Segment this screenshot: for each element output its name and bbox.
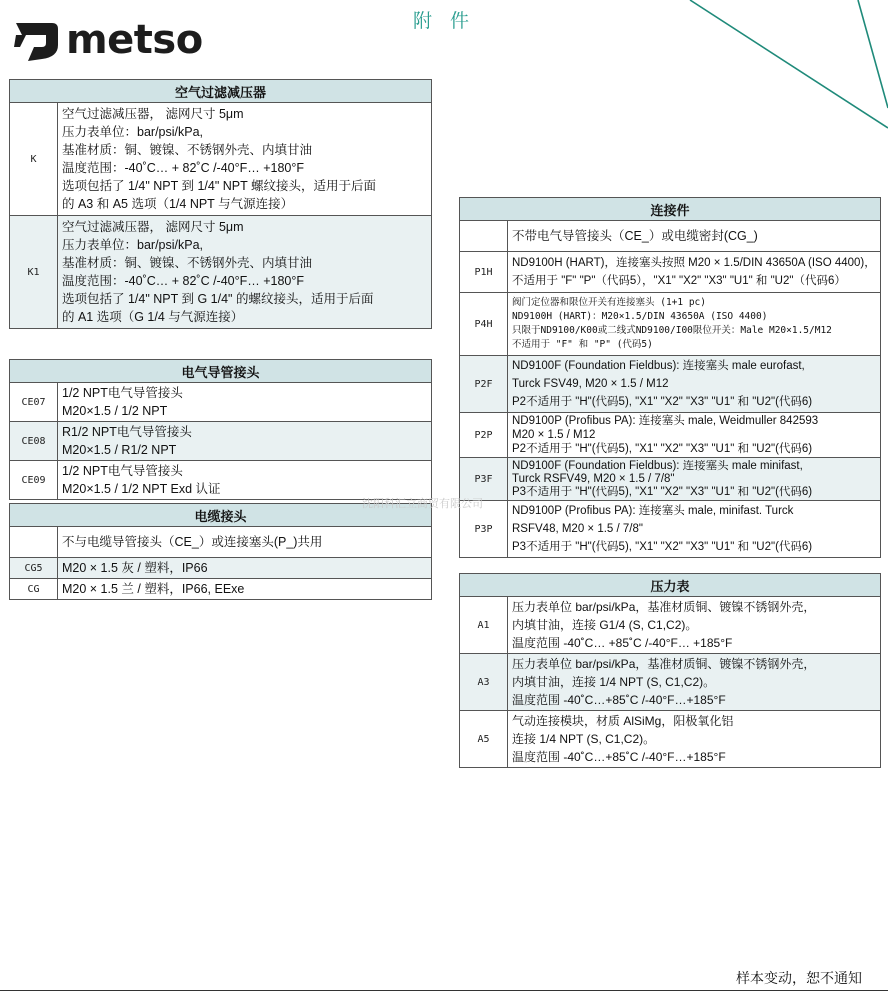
description-line: R1/2 NPT电气导管接头 xyxy=(62,425,192,439)
description-line: 空气过滤减压器， 滤网尺寸 5μm xyxy=(62,220,244,234)
option-description xyxy=(508,597,881,654)
description-line: 温度范围：-40˚C… + 82˚C /-40°F… +180°F xyxy=(62,161,305,175)
description-line: 1/2 NPT电气导管接头 xyxy=(62,464,183,478)
description-line: 温度范围：-40˚C… + 82˚C /-40°F… +180°F xyxy=(62,274,305,288)
description-line: 压力表单位：bar/psi/kPa, xyxy=(62,125,204,139)
connector-title: 连接件 xyxy=(460,198,881,221)
option-code: P1H xyxy=(460,252,508,293)
description-line: ND9100P (Profibus PA): 连接塞头 male, minifast. Turck xyxy=(512,505,794,517)
table-row xyxy=(460,501,881,558)
option-description xyxy=(508,458,881,501)
footer-note: 样本变动，恕不通知 xyxy=(736,971,862,987)
description-line: 阀门定位器和限位开关有连接塞头 (1+1 pc) xyxy=(512,297,706,308)
description-line: 不适用于 "F" 和 "P" (代码5) xyxy=(512,339,653,350)
option-description xyxy=(58,216,432,329)
option-code: P2F xyxy=(460,356,508,413)
description-line: 选项包括了 1/4" NPT 到 1/4" NPT 螺纹接头，适用于后面 xyxy=(62,179,377,193)
option-description xyxy=(508,501,881,558)
description-line: 基准材质：铜、镀镍、不锈钢外壳、内填甘油 xyxy=(62,143,313,157)
description-line: M20×1.5 / R1/2 NPT xyxy=(62,443,177,457)
description-line: M20×1.5 / 1/2 NPT Exd 认证 xyxy=(62,482,221,496)
cable-gland-table xyxy=(9,503,432,600)
option-description xyxy=(508,711,881,768)
description-line: ND9100P (Profibus PA): 连接塞头 male, Weidmuller 842593 xyxy=(512,415,819,427)
table-row xyxy=(460,597,881,654)
decorative-lines xyxy=(680,0,888,140)
option-code: P4H xyxy=(460,293,508,356)
table-row xyxy=(10,422,432,461)
table-row xyxy=(460,711,881,768)
table-row xyxy=(10,216,432,329)
description-line: Turck RSFV49, M20 × 1.5 / 7/8" xyxy=(512,472,675,485)
table-row xyxy=(460,293,881,356)
option-code: CG xyxy=(10,579,58,600)
option-code: CE07 xyxy=(10,383,58,422)
conduit-title: 电气导管接头 xyxy=(10,360,432,383)
option-code: P3F xyxy=(460,458,508,501)
description-line: 压力表单位：bar/psi/kPa, xyxy=(62,238,204,252)
description-line: P2不适用于 "H"(代码5), "X1" "X2" "X3" "U1" 和 "U2"(代码6) xyxy=(512,443,813,455)
description-line: ND9100H (HART)：M20×1.5/DIN 43650A (ISO 4400) xyxy=(512,311,768,322)
connector-note: 不带电气导管接头（CE_）或电缆密封(CG_) xyxy=(508,221,881,252)
table-row xyxy=(460,221,881,252)
option-code: K xyxy=(10,103,58,216)
description-line: 内填甘油，连接 1/4 NPT (S, C1,C2)。 xyxy=(512,675,716,689)
description-line: 选项包括了 1/4" NPT 到 G 1/4" 的螺纹接头，适用于后面 xyxy=(62,292,374,306)
table-row xyxy=(10,527,432,558)
description-line: 压力表单位 bar/psi/kPa，基准材质铜、镀镍不锈钢外壳， xyxy=(512,600,816,614)
description-line: 的 A1 选项（G 1/4 与气源连接） xyxy=(62,310,244,324)
option-code: P3P xyxy=(460,501,508,558)
description-line: 温度范围 -40˚C…+85˚C /-40°F…+185°F xyxy=(512,693,726,707)
description-line: Turck FSV49, M20 × 1.5 / M12 xyxy=(512,378,669,390)
option-description xyxy=(508,293,881,356)
description-line: P3不适用于 "H"(代码5), "X1" "X2" "X3" "U1" 和 "U2"(代码6) xyxy=(512,541,813,553)
table-row xyxy=(460,654,881,711)
description-line: 空气过滤减压器， 滤网尺寸 5μm xyxy=(62,107,244,121)
conduit-table xyxy=(9,359,432,500)
description-line: ND9100F (Foundation Fieldbus): 连接塞头 male eurofast, xyxy=(512,360,805,372)
option-description xyxy=(508,356,881,413)
gauge-title: 压力表 xyxy=(460,574,881,597)
option-description xyxy=(58,103,432,216)
option-code: P2P xyxy=(460,413,508,458)
table-row xyxy=(460,413,881,458)
description-line: ND9100F (Foundation Fieldbus): 连接塞头 male minifast, xyxy=(512,459,803,472)
option-code: K1 xyxy=(10,216,58,329)
table-row xyxy=(460,458,881,501)
table-row xyxy=(10,579,432,600)
description-line: 温度范围 -40˚C… +85˚C /-40°F… +185°F xyxy=(512,636,733,650)
description-line: 压力表单位 bar/psi/kPa，基准材质铜、镀镍不锈钢外壳， xyxy=(512,657,816,671)
description-line: M20×1.5 / 1/2 NPT xyxy=(62,404,168,418)
option-description xyxy=(508,654,881,711)
option-description xyxy=(508,252,881,293)
description-line: 内填甘油，连接 G1/4 (S, C1,C2)。 xyxy=(512,618,698,632)
metso-logo-icon xyxy=(12,17,60,63)
option-code: CG5 xyxy=(10,558,58,579)
option-code: A5 xyxy=(460,711,508,768)
option-description xyxy=(58,461,432,500)
metso-logo xyxy=(12,14,203,66)
cable-gland-title: 电缆接头 xyxy=(10,504,432,527)
table-row xyxy=(10,461,432,500)
option-code: CE09 xyxy=(10,461,58,500)
footer-divider xyxy=(0,990,888,991)
table-row xyxy=(10,383,432,422)
table-row xyxy=(10,558,432,579)
option-description xyxy=(58,383,432,422)
description-line: 基准材质：铜、镀镍、不锈钢外壳、内填甘油 xyxy=(62,256,313,270)
description-line: ND9100H (HART)，连接塞头按照 M20 × 1.5/DIN 43650A (ISO 4400)， xyxy=(512,257,876,269)
description-line: 不适用于 "F" "P"（代码5），"X1" "X2" "X3" "U1" 和 "U2"（代码6） xyxy=(512,275,846,287)
option-description xyxy=(508,413,881,458)
option-description: M20 × 1.5 灰 / 塑料，IP66 xyxy=(58,558,432,579)
option-description: M20 × 1.5 兰 / 塑料，IP66, EExe xyxy=(58,579,432,600)
description-line: P3不适用于 "H"(代码5), "X1" "X2" "X3" "U1" 和 "U2"(代码6) xyxy=(512,485,813,498)
table-row xyxy=(460,252,881,293)
description-line: 连接 1/4 NPT (S, C1,C2)。 xyxy=(512,732,656,746)
cable-gland-note: 不与电缆导管接头（CE_）或连接塞头(P_)共用 xyxy=(58,527,432,558)
connector-table xyxy=(459,197,881,558)
option-description xyxy=(58,422,432,461)
description-line: 气动连接模块，材质 AlSiMg，阳极氧化铝 xyxy=(512,714,734,728)
description-line: P2不适用于 "H"(代码5), "X1" "X2" "X3" "U1" 和 "U2"(代码6) xyxy=(512,396,813,408)
description-line: 温度范围 -40˚C…+85˚C /-40°F…+185°F xyxy=(512,750,726,764)
description-line: M20 × 1.5 / M12 xyxy=(512,429,596,441)
description-line: 只限于ND9100/K00或二线式ND9100/I00限位开关：Male M20×1.5/M12 xyxy=(512,325,832,336)
option-code: A1 xyxy=(460,597,508,654)
air-filter-title: 空气过滤减压器 xyxy=(10,80,432,103)
table-row xyxy=(460,356,881,413)
air-filter-table xyxy=(9,79,432,329)
description-line: 1/2 NPT电气导管接头 xyxy=(62,386,183,400)
description-line: RSFV48, M20 × 1.5 / 7/8" xyxy=(512,523,643,535)
description-line: 的 A3 和 A5 选项（1/4 NPT 与气源连接） xyxy=(62,197,294,211)
page-title: 附 件 xyxy=(412,10,476,32)
table-row xyxy=(10,103,432,216)
option-code: A3 xyxy=(460,654,508,711)
logo-wordmark: metso xyxy=(66,17,203,63)
watermark: 沈阳科汇立商贸有限公司 xyxy=(362,498,483,510)
option-code: CE08 xyxy=(10,422,58,461)
gauge-table xyxy=(459,573,881,768)
